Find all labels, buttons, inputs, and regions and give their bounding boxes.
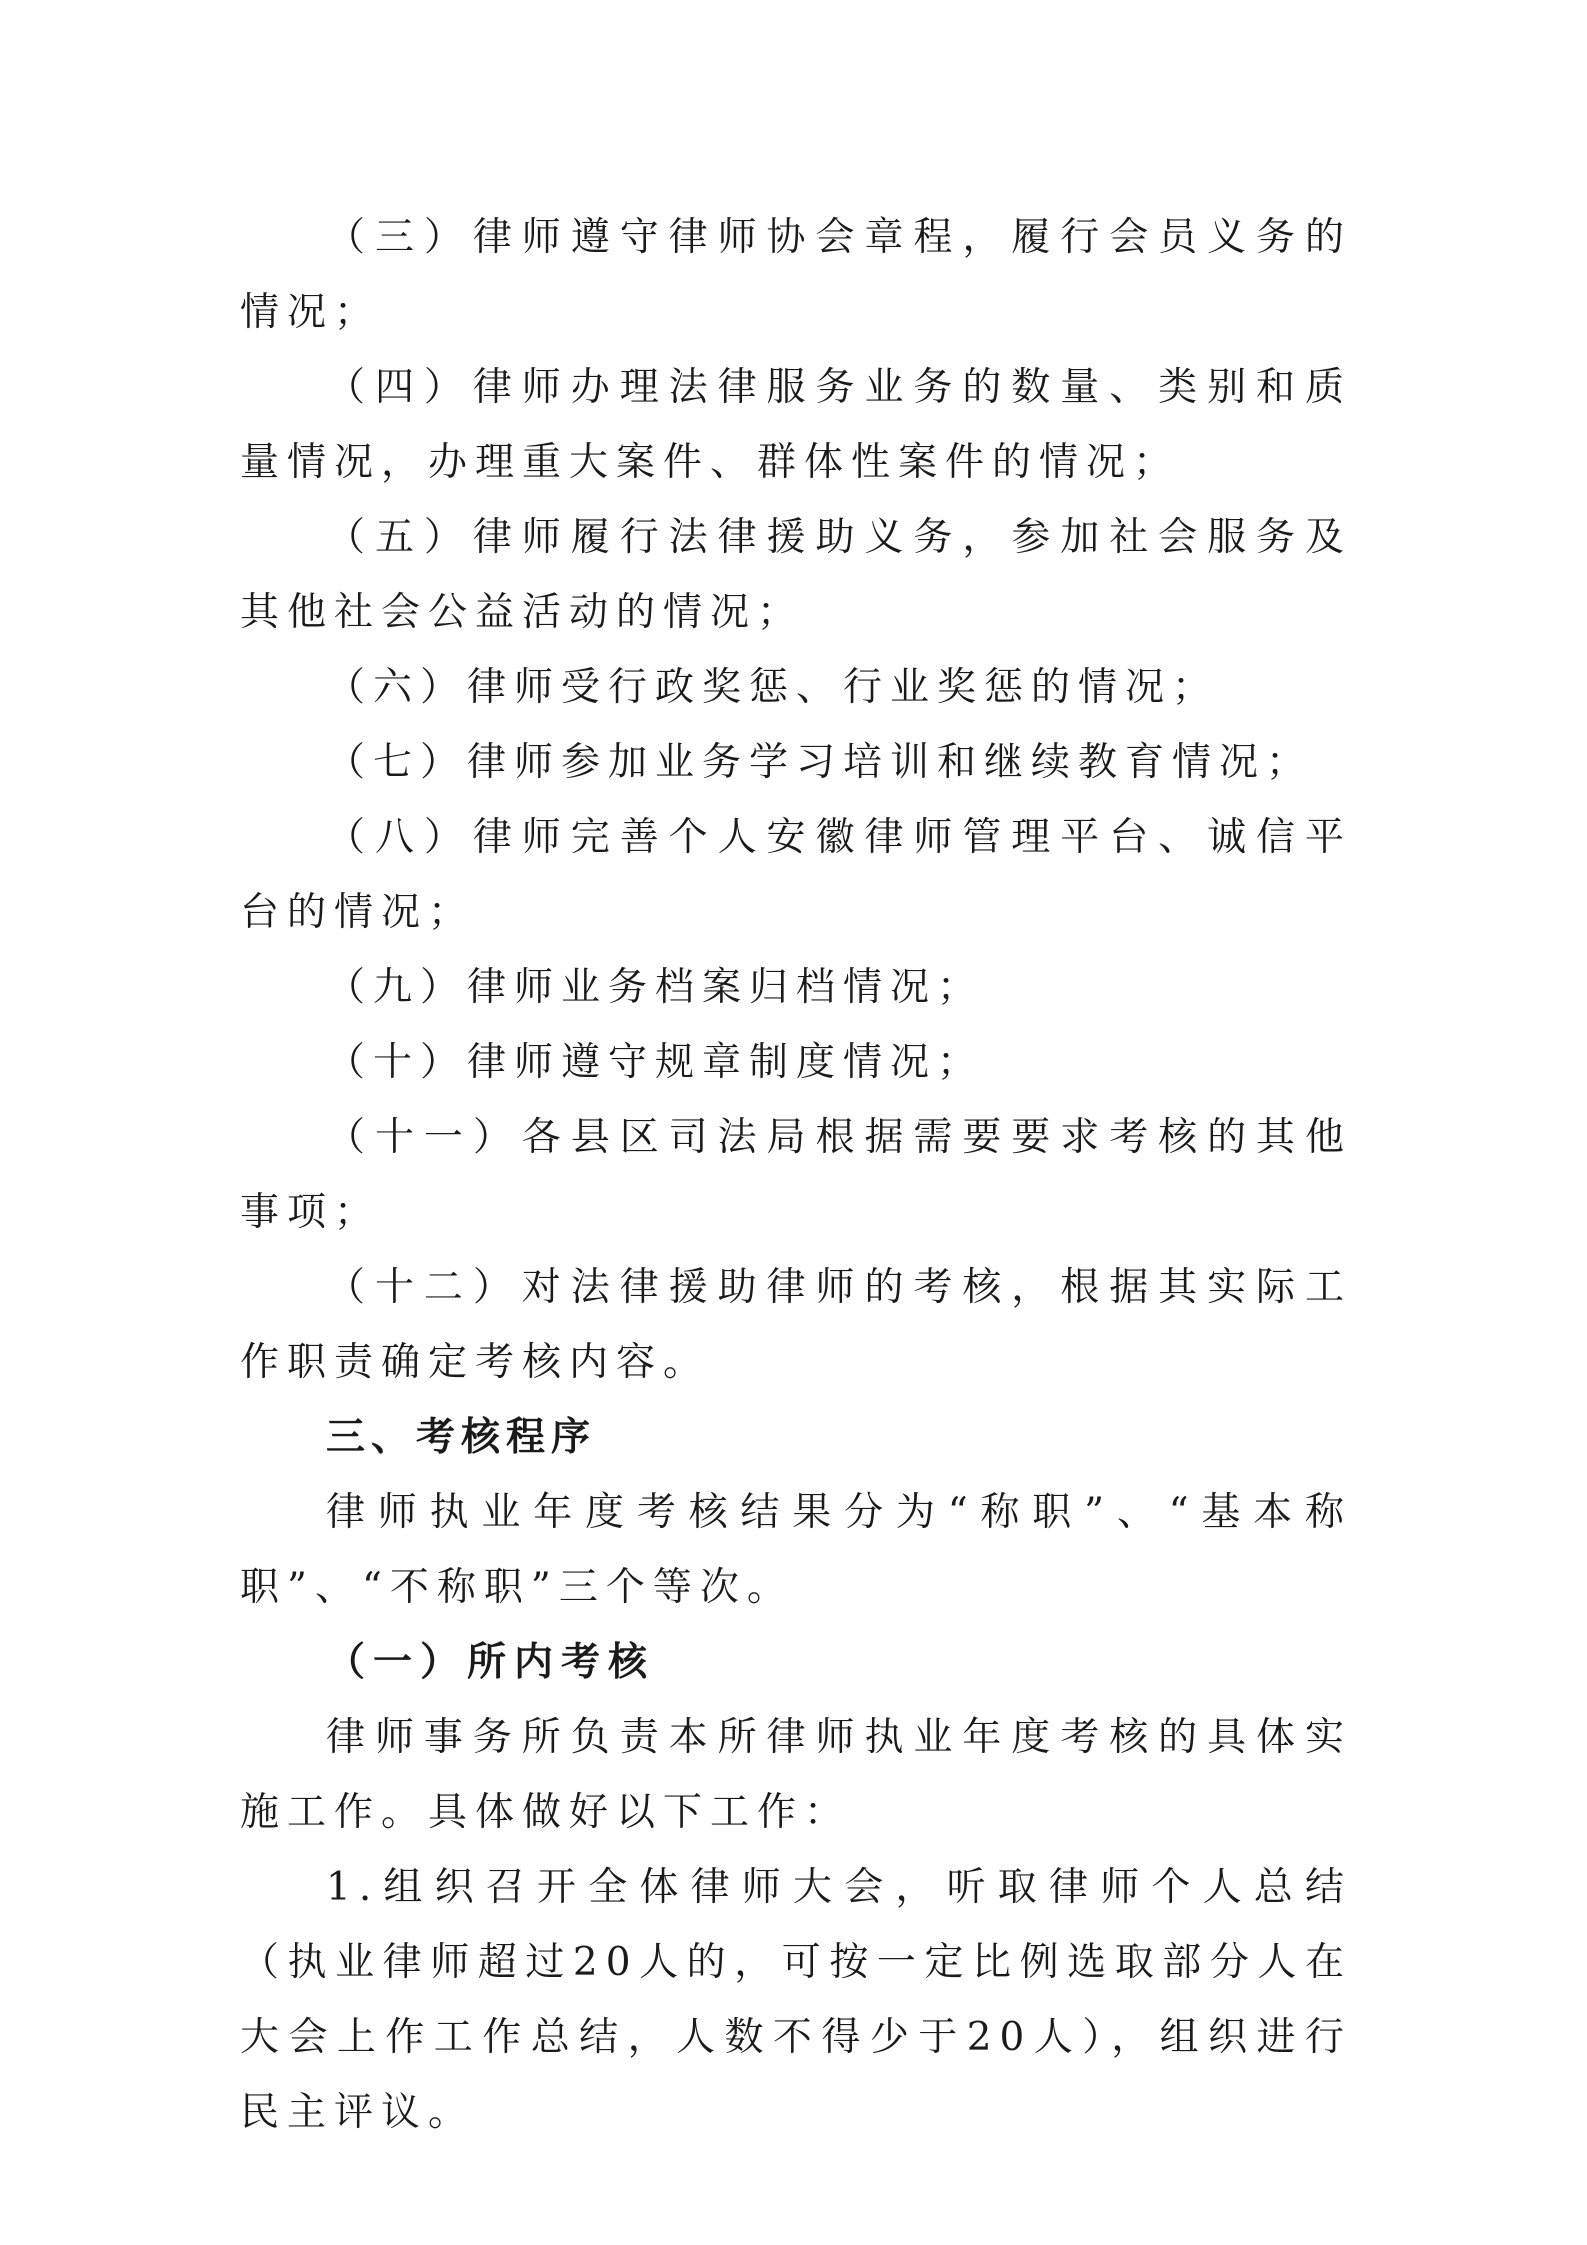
section-heading-procedure: 三、考核程序 bbox=[326, 1415, 597, 1460]
item-10-paragraph: （十）律师遵守规章制度情况； bbox=[326, 1040, 985, 1085]
item-5-paragraph: （五）律师履行法律援助义务，参加社会服务及其他社会公益活动的情况； bbox=[240, 515, 1352, 635]
item-3-paragraph: （三）律师遵守律师协会章程，履行会员义务的情况； bbox=[240, 215, 1352, 335]
subsection-heading-internal-review: （一）所内考核 bbox=[326, 1639, 656, 1685]
item-7-paragraph: （七）律师参加业务学习培训和继续教育情况； bbox=[326, 740, 1314, 785]
item-4-paragraph: （四）律师办理法律服务业务的数量、类别和质量情况，办理重大案件、群体性案件的情况； bbox=[240, 365, 1352, 485]
item-6-paragraph: （六）律师受行政奖惩、行业奖惩的情况； bbox=[326, 665, 1220, 710]
step-1-paragraph: 1.组织召开全体律师大会，听取律师个人总结（执业律师超过20人的，可按一定比例选取部分人在大会上作工作总结，人数不得少于20人），组织进行民主评议。 bbox=[240, 1865, 1352, 2135]
item-8-paragraph: （八）律师完善个人安徽律师管理平台、诚信平台的情况； bbox=[240, 815, 1352, 935]
item-9-paragraph: （九）律师业务档案归档情况； bbox=[326, 965, 985, 1010]
item-12-paragraph: （十二）对法律援助律师的考核，根据其实际工作职责确定考核内容。 bbox=[240, 1265, 1352, 1385]
item-11-paragraph: （十一）各县区司法局根据需要要求考核的其他事项； bbox=[240, 1115, 1352, 1235]
result-levels-paragraph: 律师执业年度考核结果分为“称职”、“基本称职”、“不称职”三个等次。 bbox=[240, 1490, 1352, 1610]
document-body bbox=[240, 200, 1352, 2150]
internal-review-intro-paragraph: 律师事务所负责本所律师执业年度考核的具体实施工作。具体做好以下工作： bbox=[240, 1715, 1352, 1835]
